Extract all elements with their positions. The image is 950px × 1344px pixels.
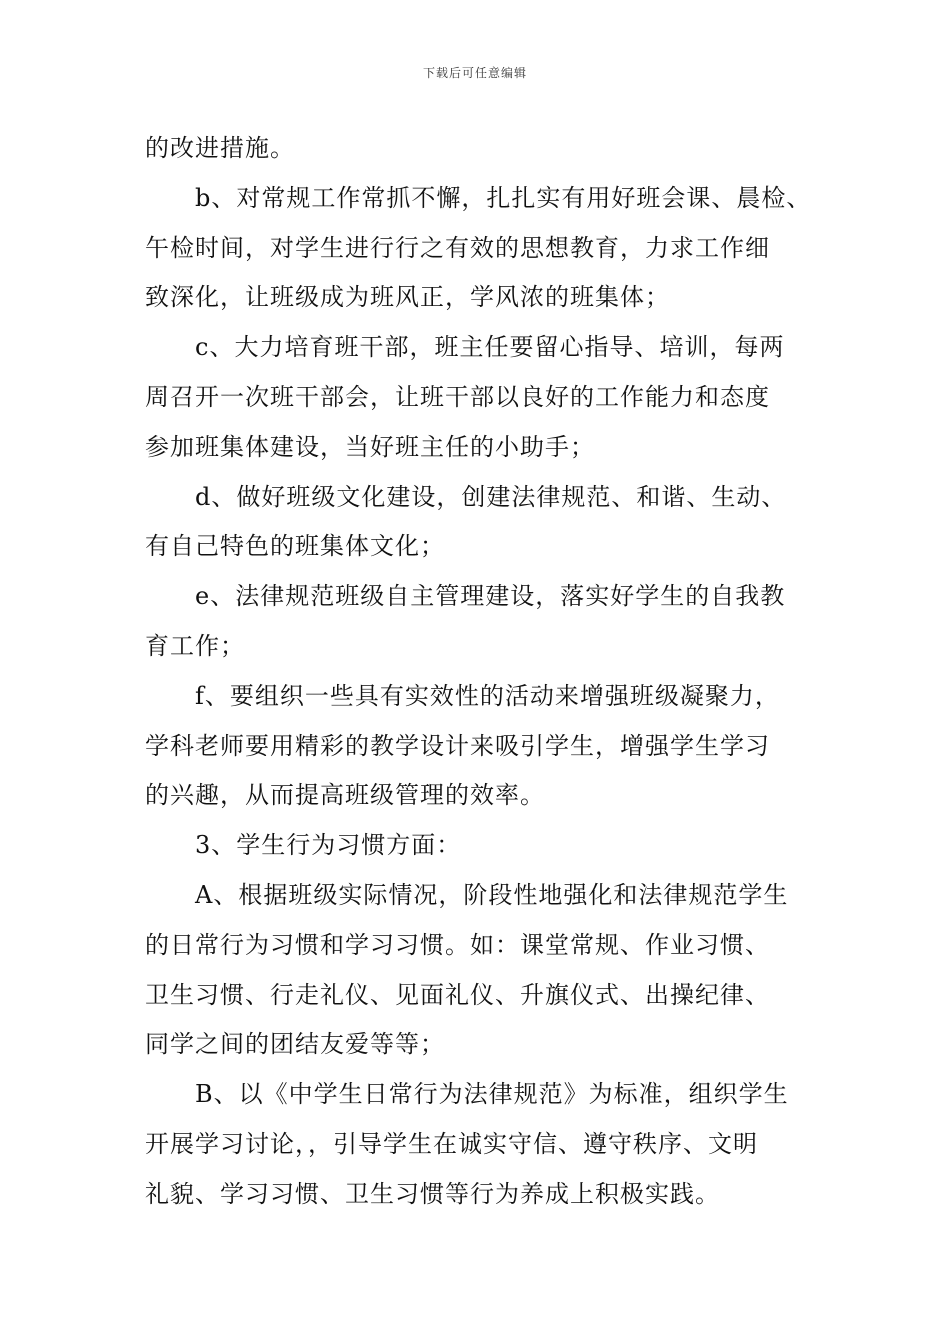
text-line: b、对常规工作常抓不懈，扎扎实有用好班会课、晨检、 [195,183,812,212]
text-line: 致深化，让班级成为班风正，学风浓的班集体； [145,283,670,312]
text-line: 的兴趣，从而提高班级管理的效率。 [145,781,545,810]
text-line: 礼貌、学习习惯、卫生习惯等行为养成上积极实践。 [145,1179,720,1208]
text-line: 学科老师要用精彩的教学设计来吸引学生，增强学生学习 [145,731,770,760]
text-line: 的日常行为习惯和学习习惯。如：课堂常规、作业习惯、 [145,930,770,959]
document-body [145,124,813,1220]
text-line: 周召开一次班干部会，让班干部以良好的工作能力和态度 [145,382,770,411]
text-line: 同学之间的团结友爱等等； [145,1030,445,1059]
section-heading: 3、学生行为习惯方面： [195,831,462,860]
text-line: 参加班集体建设，当好班主任的小助手； [145,432,595,461]
text-line: c、大力培育班干部，班主任要留心指导、培训，每两 [195,333,785,362]
text-line: e、法律规范班级自主管理建设，落实好学生的自我教 [195,582,786,611]
text-line: 卫生习惯、行走礼仪、见面礼仪、升旗仪式、出操纪律、 [145,980,770,1009]
text-line: f、要组织一些具有实效性的活动来增强班级凝聚力， [195,681,780,710]
text-line: 午检时间，对学生进行行之有效的思想教育，力求工作细 [145,233,770,262]
text-line: 开展学习讨论，，引导学生在诚实守信、遵守秩序、文明 [145,1129,758,1158]
text-line: 育工作； [145,631,245,660]
page-header: 下载后可任意编辑 [422,66,527,80]
text-line: B、以《中学生日常行为法律规范》为标准，组织学生 [195,1080,789,1109]
text-line: d、做好班级文化建设，创建法律规范、和谐、生动、 [195,482,787,511]
text-line: A、根据班级实际情况，阶段性地强化和法律规范学生 [195,880,789,909]
text-line: 的改进措施。 [145,134,295,162]
text-line: 有自己特色的班集体文化； [145,532,445,561]
